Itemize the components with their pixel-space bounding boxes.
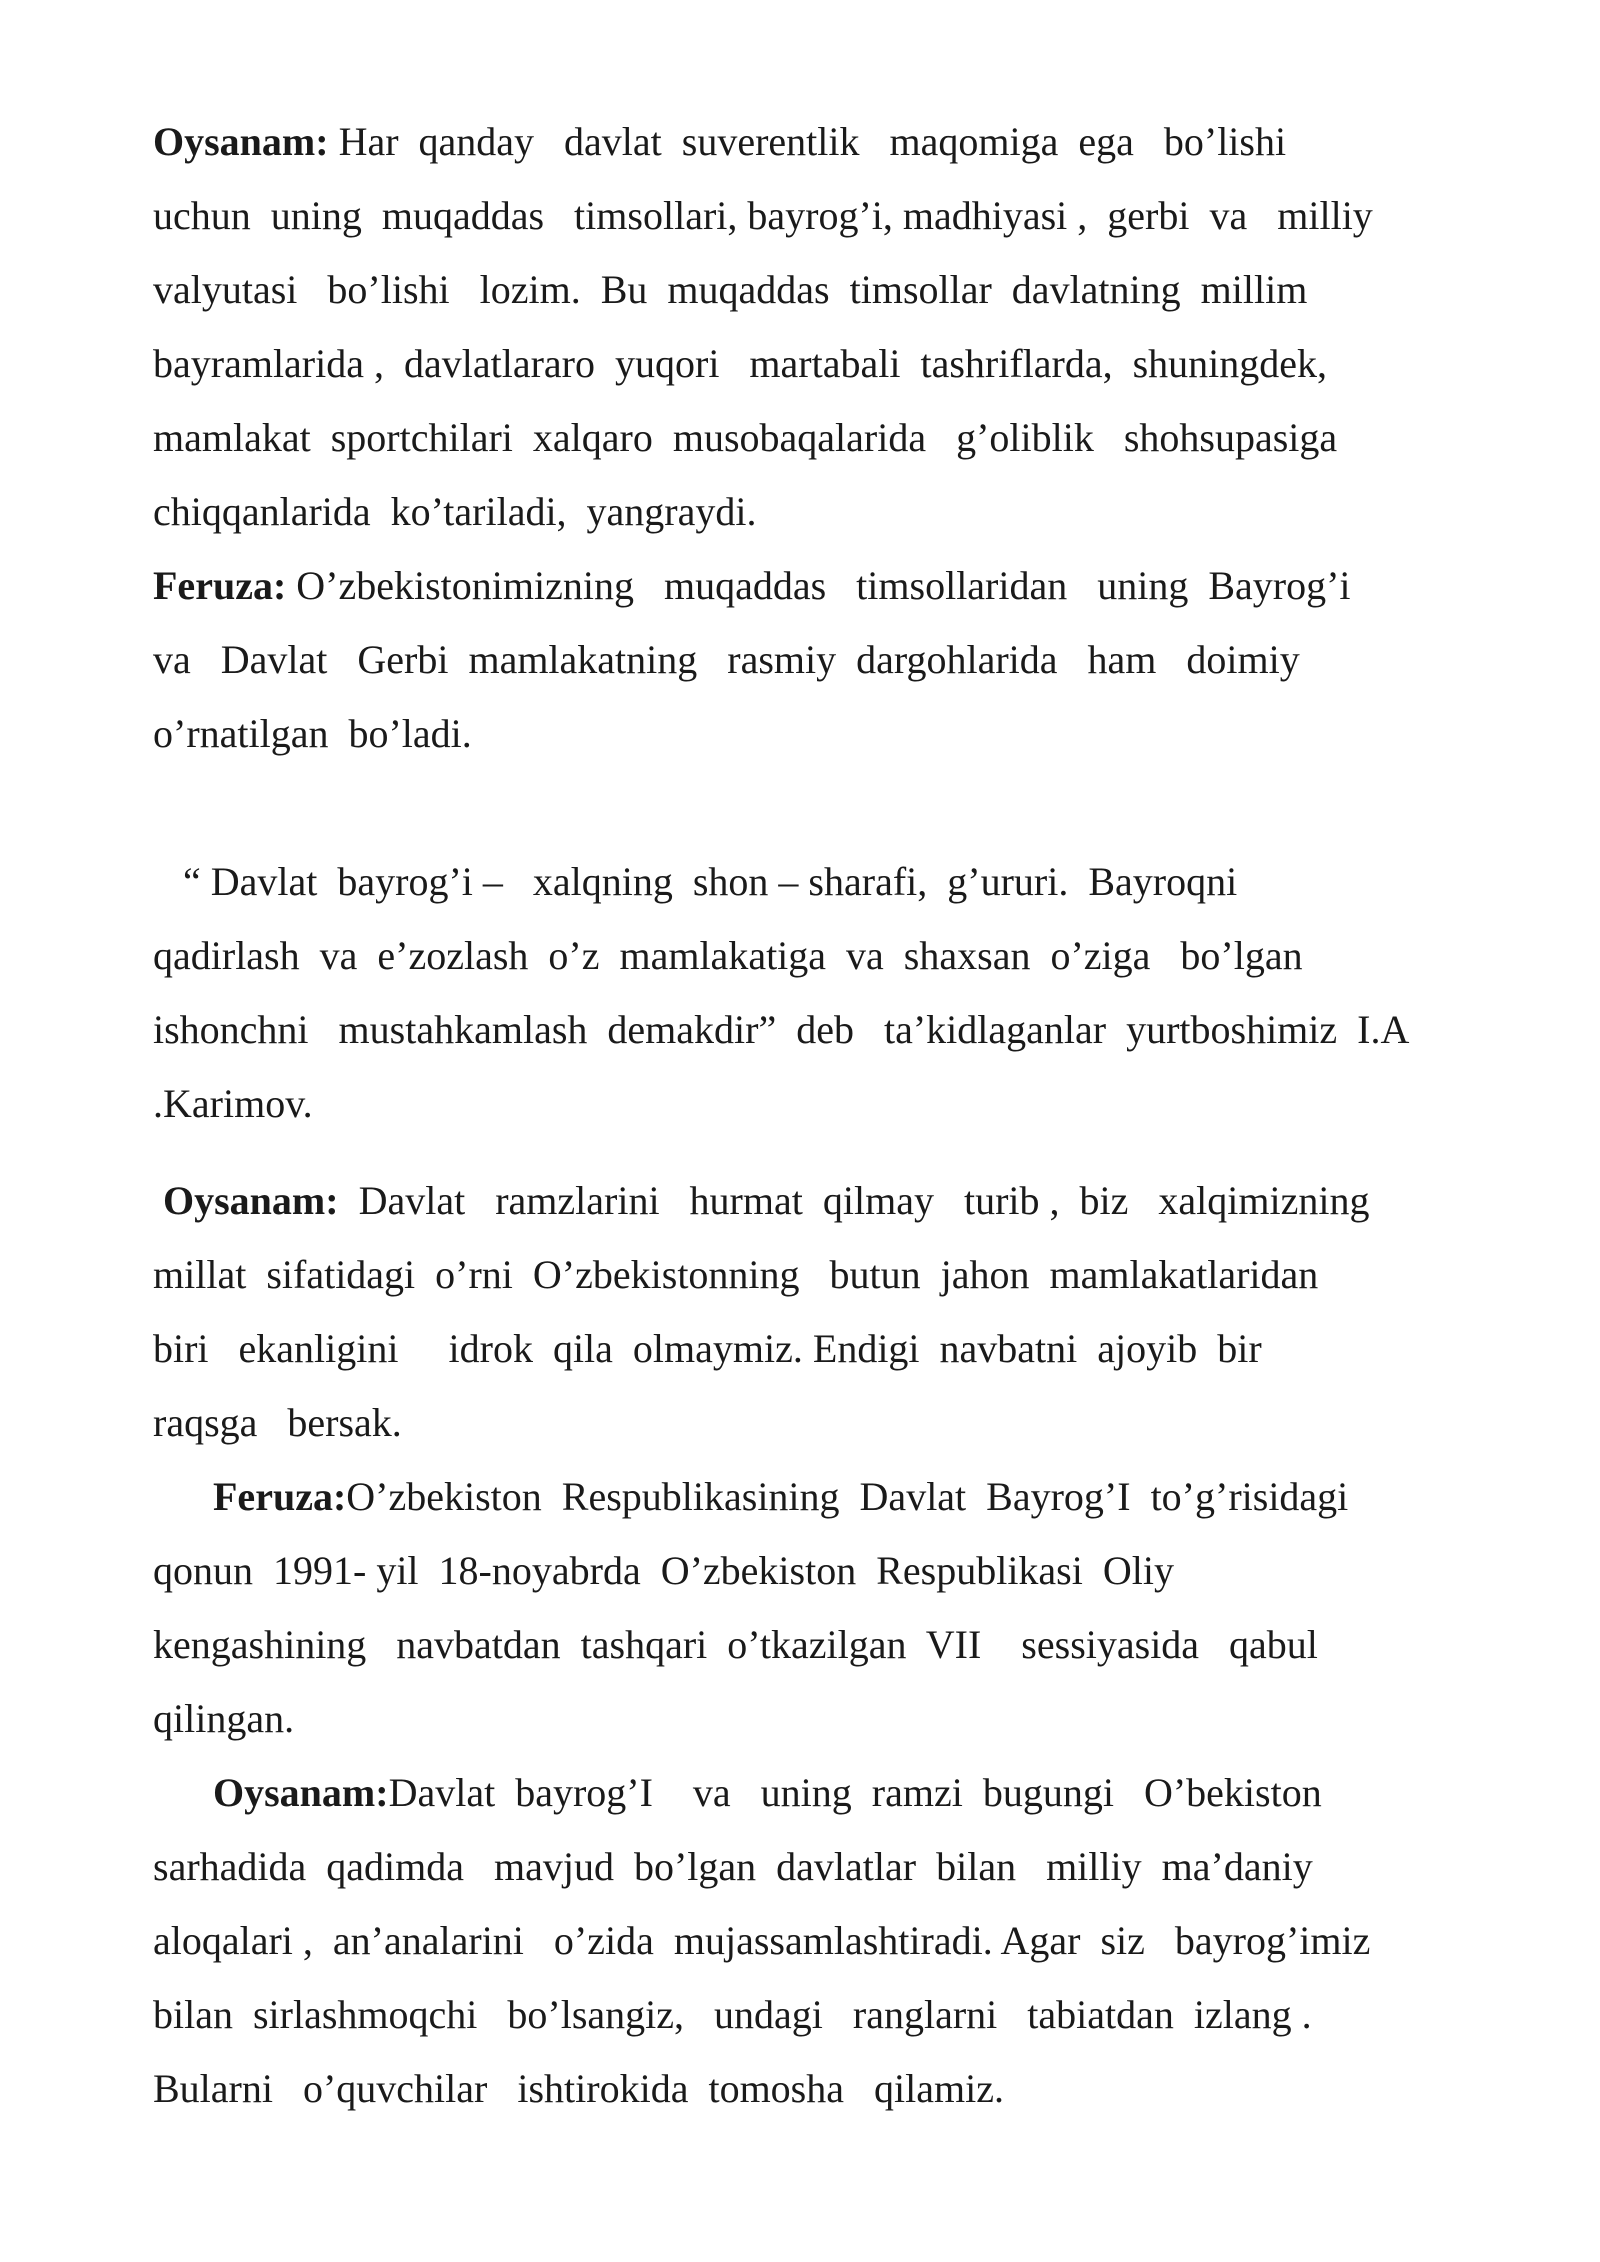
text-line [153,562,1351,610]
speaker-name: Oysanam: [153,1770,389,1815]
text-line [153,1991,1312,2039]
line-text: ishonchni mustahkamlash demakdir” deb ta’kidlaganlar yurtboshimiz I.A [153,1007,1410,1052]
text-line [153,1399,402,1447]
line-text: .Karimov. [153,1081,313,1126]
text-line [153,1251,1318,1299]
text-line [153,488,757,536]
line-text: va Davlat Gerbi mamlakatning rasmiy dargohlarida ham doimiy [153,637,1300,682]
speaker-name: Oysanam: [153,119,329,164]
line-text: qonun 1991- yil 18-noyabrda O’zbekiston Respublikasi Oliy [153,1548,1174,1593]
text-line [153,1917,1370,1965]
speaker-name: Oysanam: [153,1178,339,1223]
text-line [153,2065,1004,2113]
line-text: bayramlarida , davlatlararo yuqori martabali tashriflarda, shuningdek, [153,341,1328,386]
text-line [153,192,1373,240]
line-text: O’zbekiston Respublikasining Davlat Bayrog’I to’g’risidagi [346,1474,1349,1519]
line-text: raqsga bersak. [153,1400,402,1445]
line-text: sarhadida qadimda mavjud bo’lgan davlatlar bilan milliy ma’daniy [153,1844,1313,1889]
text-line [153,1843,1313,1891]
line-text: Davlat ramzlarini hurmat qilmay turib , biz xalqimizning [338,1178,1370,1223]
line-text: uchun uning muqaddas timsollari, bayrog’i, madhiyasi , gerbi va milliy [153,193,1373,238]
quote-line [153,1080,313,1128]
text-line [153,636,1300,684]
line-text: o’rnatilgan bo’ladi. [153,711,472,756]
speaker-name: Feruza: [153,563,287,608]
text-line [153,1547,1174,1595]
line-text: qilingan. [153,1696,295,1741]
line-text: Davlat bayrog’I va uning ramzi bugungi O’bekiston [388,1770,1322,1815]
line-text: millat sifatidagi o’rni O’zbekistonning butun jahon mamlakatlaridan [153,1252,1319,1297]
text-line [153,118,1286,166]
line-text: valyutasi bo’lishi lozim. Bu muqaddas timsollar davlatning millim [153,267,1308,312]
speaker-name: Feruza: [153,1474,347,1519]
line-text: bilan sirlashmoqchi bo’lsangiz, undagi ranglarni tabiatdan izlang . [153,1992,1312,2037]
text-line [153,414,1337,462]
text-line [153,1473,1348,1521]
text-line [153,1325,1262,1373]
line-text: Bularni o’quvchilar ishtirokida tomosha qilamiz. [153,2066,1004,2111]
text-line [153,1769,1322,1817]
line-text: chiqqanlarida ko’tariladi, yangraydi. [153,489,757,534]
line-text: aloqalari , an’analarini o’zida mujassamlashtiradi. Agar siz bayrog’imiz [153,1918,1371,1963]
text-line [153,710,472,758]
line-text: qadirlash va e’zozlash o’z mamlakatiga va shaxsan o’ziga bo’lgan [153,933,1303,978]
line-text: O’zbekistonimizning muqaddas timsollaridan uning Bayrog’i [286,563,1351,608]
text-line [153,1695,294,1743]
line-text: kengashining navbatdan tashqari o’tkazilgan VII sessiyasida qabul [153,1622,1318,1667]
line-text: Har qanday davlat suverentlik maqomiga ega bo’lishi [328,119,1287,164]
line-text: “ Davlat bayrog’i – xalqning shon – sharafi, g’ururi. Bayroqni [153,859,1238,904]
text-line [153,266,1307,314]
text-line [153,340,1327,388]
quote-line [153,932,1303,980]
quote-line [153,858,1237,906]
text-line [153,1177,1369,1225]
line-text: biri ekanligini idrok qila olmaymiz. Endigi navbatni ajoyib bir [153,1326,1262,1371]
text-line [153,1621,1318,1669]
quote-line [153,1006,1409,1054]
line-text: mamlakat sportchilari xalqaro musobaqalarida g’oliblik shohsupasiga [153,415,1338,460]
